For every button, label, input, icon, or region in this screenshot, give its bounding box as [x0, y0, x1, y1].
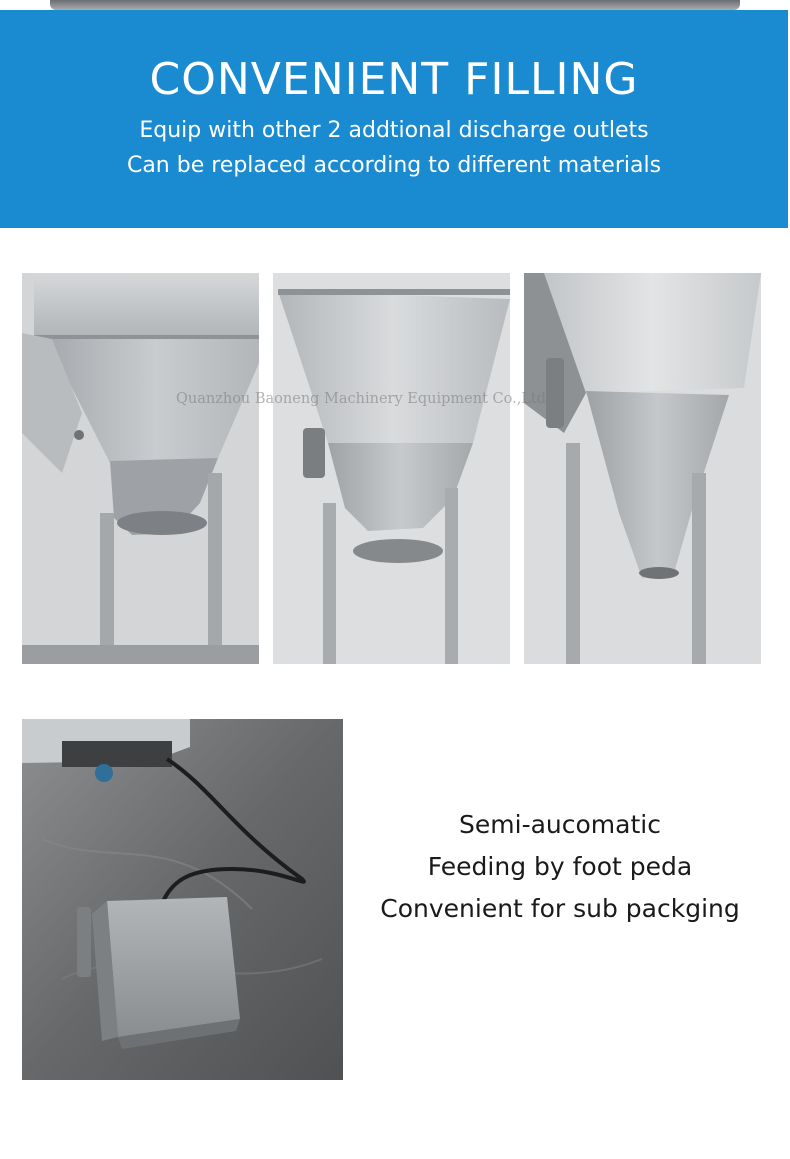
foot-pedal-photo — [22, 719, 343, 1080]
banner-subtitle-1: Equip with other 2 addtional discharge outlets — [139, 118, 649, 143]
watermark-text: Quanzhou Baoneng Machinery Equipment Co.,Ltd — [176, 391, 547, 407]
banner-subtitle-2: Can be replaced according to different materials — [126, 153, 662, 178]
feature-line-3: Convenient for sub packging — [380, 894, 740, 923]
feature-line-2: Feeding by foot peda — [427, 852, 693, 881]
machine-edge-image — [50, 0, 740, 10]
header-banner — [0, 10, 788, 228]
hopper-outlet-photo-1 — [22, 273, 259, 664]
banner-title: CONVENIENT FILLING — [149, 54, 639, 105]
top-machine-edge — [0, 0, 790, 10]
hopper-outlet-photo-3 — [524, 273, 761, 664]
feature-line-1: Semi-aucomatic — [459, 810, 661, 839]
hopper-outlet-photo-2 — [273, 273, 510, 664]
